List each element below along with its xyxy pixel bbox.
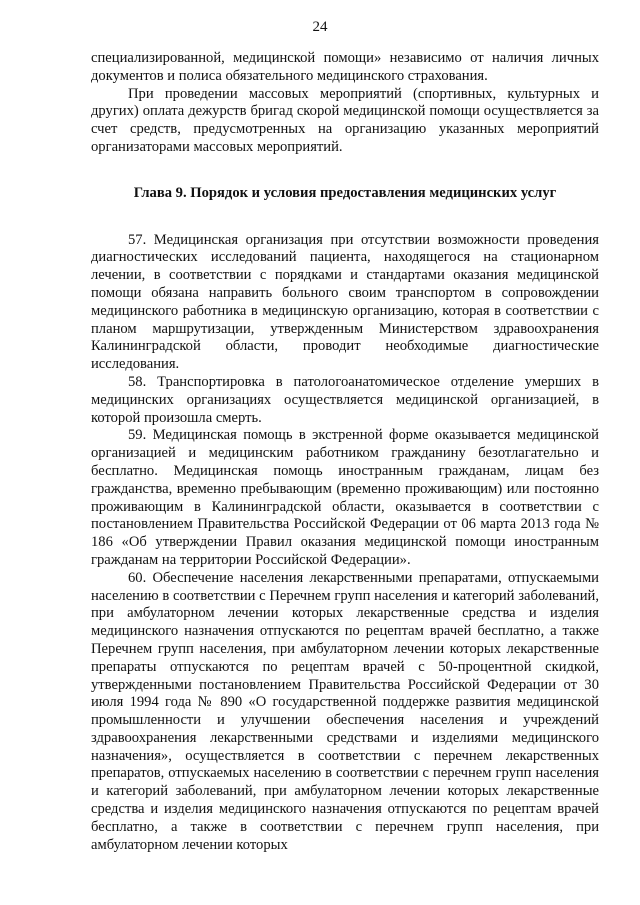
chapter-heading: Глава 9. Порядок и условия предоставления медицинских услуг	[133, 184, 557, 201]
clause-58: 58. Транспортировка в патологоанатомическое отделение умерших в медицинских организациях осуществляется медицинской организацией, в которой произошла смерть.	[91, 373, 599, 426]
page-body	[91, 50, 599, 854]
paragraph-mass-events: При проведении массовых мероприятий (спортивных, культурных и других) оплата дежурств бригад скорой медицинской помощи осуществляется за счет средств, предусмотренных на организацию указанных мероприятий организаторами массовых мероприятий.	[91, 85, 599, 155]
clause-60: 60. Обеспечение населения лекарственными препаратами, отпускаемыми населению в соответствии с Перечнем групп населения и категорий заболеваний, при амбулаторном лечении которых лекарственные средства и изделия медицинского назначения отпускаются по рецептам врачей бесплатно, а также Перечнем групп населения, при амбулаторном лечении которых лекарственные препараты отпускаются по рецептам врачей с 50-процентной скидкой, утвержденными постановлением Правительства Российской Федерации от 30 июля 1994 года № 890 «О государственной поддержке развития медицинской промышленности и улучшении обеспечения населения и учреждений здравоохранения лекарственными средствами и изделиями медицинского назначения», осуществляется в соответствии с перечнем лекарственных препаратов, отпускаемых населению в соответствии с перечнем групп населения и категорий заболеваний, при амбулаторном лечении которых лекарственные средства и изделия медицинского назначения отпускаются по рецептам врачей бесплатно, а также в соответствии с перечнем групп населения, при амбулаторном лечении которых	[91, 569, 599, 853]
clause-59: 59. Медицинская помощь в экстренной форме оказывается медицинской организацией и медицинским работником гражданину безотлагательно и бесплатно. Медицинская помощь иностранным гражданам, лицам без гражданства, временно пребывающим (временно проживающим) или постоянно проживающим в Калининградской области, оказывается в соответствии с постановлением Правительства Российской Федерации от 06 марта 2013 года № 186 «Об утверждении Правил оказания медицинской помощи иностранным гражданам на территории Российской Федерации».	[91, 427, 599, 568]
page-number: 24	[312, 19, 328, 35]
paragraph-continued: специализированной, медицинской помощи» независимо от наличия личных документов и полиса обязательного медицинского страхования.	[91, 50, 599, 84]
clause-57: 57. Медицинская организация при отсутствии возможности проведения диагностических исследований пациента, находящегося на стационарном лечении, в соответствии с порядками и стандартами оказания медицинской помощи обязана направить больного своим транспортом в сопровождении медицинского работника в медицинскую организацию, которая в соответствии с планом маршрутизации, утвержденным Министерством здравоохранения Калининградской области, проводит необходимые диагностические исследования.	[91, 231, 599, 373]
